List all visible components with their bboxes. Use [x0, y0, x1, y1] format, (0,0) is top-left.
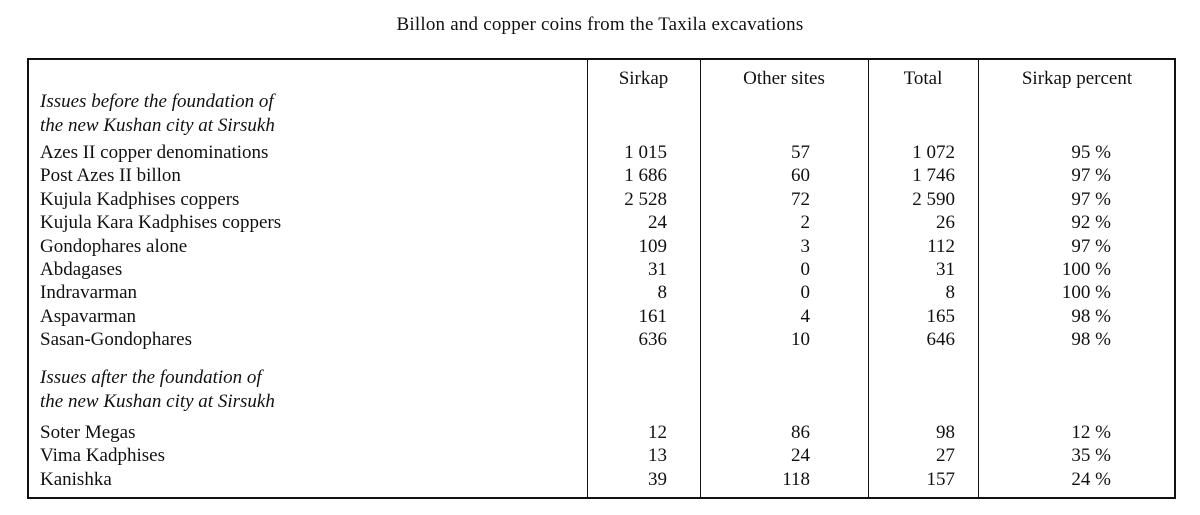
cell-other-sites: 2	[800, 212, 810, 234]
table-row	[29, 235, 1176, 258]
cell-other-sites: 118	[782, 468, 810, 490]
section-heading-line: Issues after the foundation of	[40, 367, 262, 388]
table-row	[29, 328, 1176, 351]
ruler-name: Soter Megas	[40, 422, 136, 443]
cell-sirkap-percent: 98 %	[1071, 329, 1111, 351]
cell-other-sites: 3	[800, 235, 810, 257]
cell-sirkap-percent: 95 %	[1071, 142, 1111, 163]
cell-total: 98	[936, 422, 955, 443]
cell-sirkap: 1 015	[624, 142, 667, 163]
ruler-name: Abdagases	[40, 259, 123, 280]
cell-total: 646	[926, 329, 955, 351]
cell-sirkap-percent: 12 %	[1071, 422, 1111, 443]
cell-total: 112	[927, 235, 955, 257]
ruler-name: Kanishka	[40, 468, 112, 490]
cell-other-sites: 86	[791, 422, 810, 443]
section-heading-line: the new Kushan city at Sirsukh	[40, 115, 275, 136]
table-row	[29, 468, 1176, 491]
table-row	[29, 444, 1176, 467]
cell-sirkap-percent: 92 %	[1071, 212, 1111, 234]
ruler-name: Sasan-Gondophares	[40, 329, 192, 351]
cell-sirkap: 161	[638, 305, 667, 327]
table-row	[29, 258, 1176, 281]
cell-sirkap-percent: 24 %	[1071, 468, 1111, 490]
header-sirkap-percent: Sirkap percent	[1021, 68, 1133, 89]
cell-sirkap: 13	[648, 445, 667, 467]
table-row	[29, 281, 1176, 304]
cell-sirkap-percent: 35 %	[1071, 445, 1111, 467]
cell-other-sites: 72	[791, 188, 810, 210]
ruler-name: Gondophares alone	[40, 235, 188, 257]
cell-other-sites: 4	[800, 305, 810, 327]
cell-total: 1 072	[912, 142, 955, 163]
table-row	[29, 305, 1176, 328]
table-row	[29, 188, 1176, 211]
cell-sirkap-percent: 97 %	[1071, 165, 1111, 187]
cell-total: 2 590	[912, 188, 955, 210]
cell-sirkap-percent: 98 %	[1071, 305, 1111, 327]
cell-total: 1 746	[912, 165, 955, 187]
cell-other-sites: 60	[791, 165, 810, 187]
table-row	[29, 421, 1176, 444]
coin-table	[27, 58, 1176, 499]
ruler-name: Kujula Kara Kadphises coppers	[40, 212, 282, 234]
table-row	[29, 141, 1176, 164]
cell-sirkap: 39	[648, 468, 667, 490]
cell-sirkap-percent: 97 %	[1071, 188, 1111, 210]
ruler-name: Aspavarman	[40, 305, 137, 327]
cell-sirkap: 31	[648, 259, 667, 280]
cell-other-sites: 57	[791, 142, 810, 163]
header-other-sites: Other sites	[743, 68, 825, 89]
cell-total: 157	[926, 468, 955, 490]
table-row	[29, 211, 1176, 234]
header-sirkap: Sirkap	[618, 68, 669, 89]
cell-total: 26	[936, 212, 955, 234]
cell-sirkap-percent: 97 %	[1071, 235, 1111, 257]
ruler-name: Azes II copper denominations	[40, 142, 269, 163]
cell-total: 27	[936, 445, 955, 467]
section-heading-line: the new Kushan city at Sirsukh	[40, 391, 275, 412]
cell-sirkap: 636	[638, 329, 667, 351]
cell-sirkap-percent: 100 %	[1061, 259, 1111, 280]
cell-total: 165	[926, 305, 955, 327]
header-total: Total	[903, 68, 943, 89]
cell-sirkap: 24	[648, 212, 667, 234]
cell-other-sites: 24	[791, 445, 810, 467]
cell-other-sites: 10	[791, 329, 810, 351]
cell-sirkap: 1 686	[624, 165, 667, 187]
ruler-name: Vima Kadphises	[40, 445, 165, 467]
ruler-name: Kujula Kadphises coppers	[40, 188, 240, 210]
cell-sirkap: 8	[657, 282, 667, 304]
table-row	[29, 164, 1176, 187]
ruler-name: Post Azes II billon	[40, 165, 181, 187]
cell-other-sites: 0	[800, 259, 810, 280]
table-caption: Billon and copper coins from the Taxila excavations	[396, 14, 804, 35]
section-heading-before	[40, 90, 275, 138]
section-heading-after	[40, 366, 275, 414]
cell-total: 31	[936, 259, 955, 280]
cell-sirkap: 109	[638, 235, 667, 257]
cell-other-sites: 0	[800, 282, 810, 304]
section-heading-line: Issues before the foundation of	[40, 91, 274, 112]
cell-sirkap: 12	[648, 422, 667, 443]
cell-total: 8	[945, 282, 955, 304]
ruler-name: Indravarman	[40, 282, 138, 304]
cell-sirkap: 2 528	[624, 188, 667, 210]
cell-sirkap-percent: 100 %	[1061, 282, 1111, 304]
